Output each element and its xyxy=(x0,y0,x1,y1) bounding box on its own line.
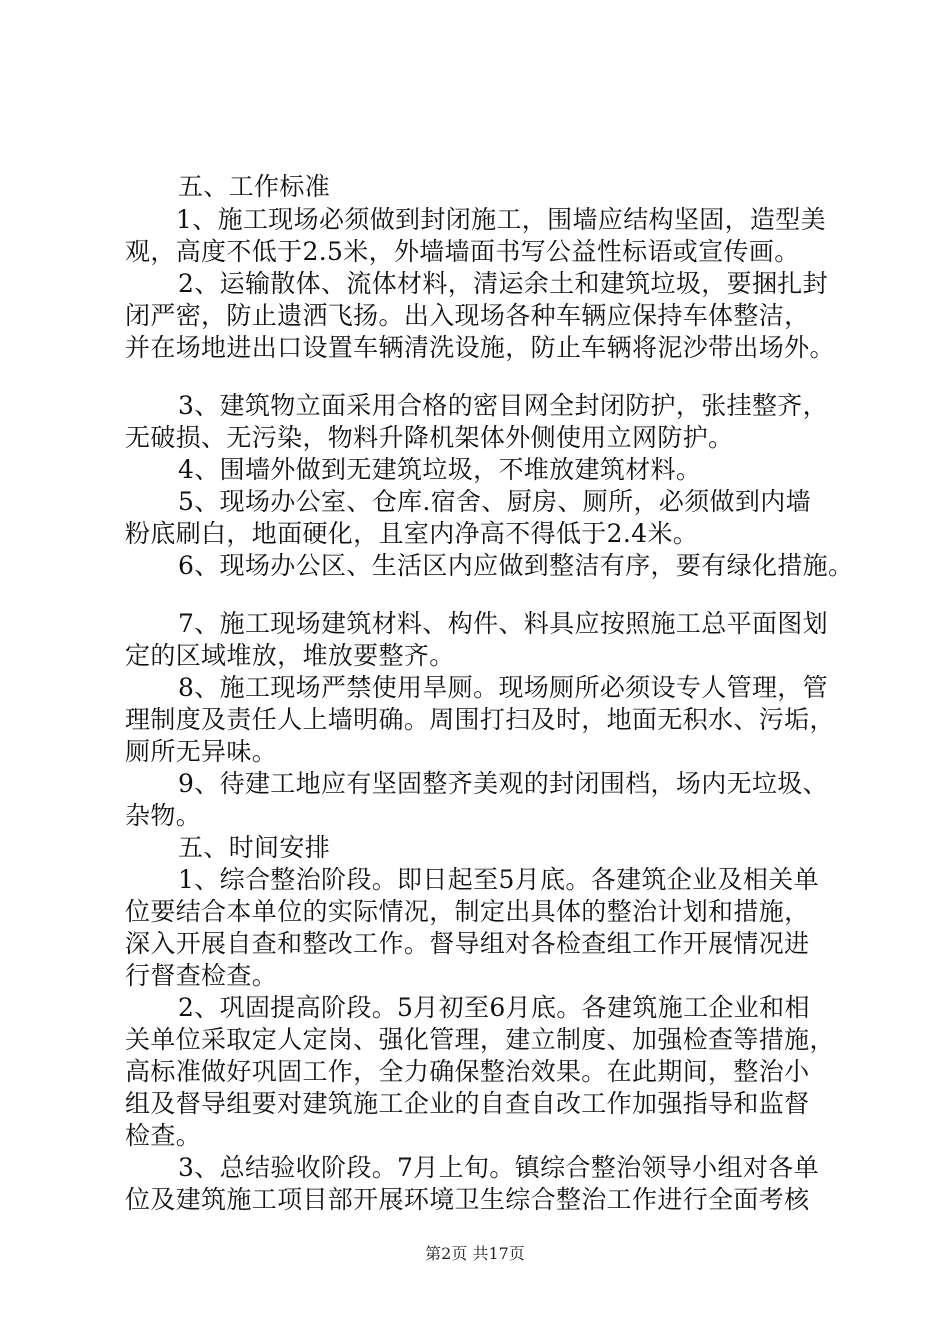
paragraph-line: 4、围墙外做到无建筑垃圾，不堆放建筑材料。 xyxy=(178,455,702,484)
heading-work-standards: 五、工作标准 xyxy=(178,172,331,201)
paragraph-line: 1、综合整治阶段。即日起至5月底。各建筑企业及相关单 xyxy=(178,865,819,894)
paragraph-line: 闭严密，防止遗洒飞扬。出入现场各种车辆应保持车体整洁， xyxy=(125,301,810,330)
paragraph-line: 8、施工现场严禁使用旱厕。现场厕所必须设专人管理，管 xyxy=(178,673,829,702)
paragraph-line: 3、总结验收阶段。7月上旬。镇综合整治领导小组对各单 xyxy=(178,1153,819,1182)
paragraph-line: 1、施工现场必须做到封闭施工，围墙应结构坚固，造型美 xyxy=(176,205,827,234)
paragraph-line: 9、待建工地应有坚固整齐美观的封闭围档，场内无垃圾、 xyxy=(178,769,829,798)
paragraph-line: 7、施工现场建筑材料、构件、料具应按照施工总平面图划 xyxy=(178,609,829,638)
paragraph-line: 无破损、无污染，物料升降机架体外侧使用立网防护。 xyxy=(125,423,734,452)
paragraph-line: 深入开展自查和整改工作。督导组对各检查组工作开展情况进 xyxy=(125,929,810,958)
paragraph-line: 行督查检查。 xyxy=(125,961,278,990)
paragraph-line: 定的区域堆放，堆放要整齐。 xyxy=(125,641,455,670)
heading-time-schedule: 五、时间安排 xyxy=(178,833,331,862)
paragraph-line: 理制度及责任人上墙明确。周围打扫及时，地面无积水、污垢， xyxy=(125,705,835,734)
paragraph-line: 位要结合本单位的实际情况，制定出具体的整治计划和措施， xyxy=(125,897,810,926)
paragraph-line: 3、建筑物立面采用合格的密目网全封闭防护，张挂整齐， xyxy=(178,391,829,420)
paragraph-line: 厕所无异味。 xyxy=(125,737,278,766)
paragraph-line: 位及建筑施工项目部开展环境卫生综合整治工作进行全面考核 xyxy=(125,1185,810,1214)
paragraph-line: 杂物。 xyxy=(125,801,202,830)
paragraph-line: 2、巩固提高阶段。5月初至6月底。各建筑施工企业和相 xyxy=(178,993,810,1022)
paragraph-line: 观，高度不低于2.5米，外墙墙面书写公益性标语或宣传画。 xyxy=(125,237,800,266)
paragraph-line: 并在场地进出口设置车辆清洗设施，防止车辆将泥沙带出场外。 xyxy=(125,333,835,362)
page-number-footer: 第2页 共17页 xyxy=(425,1244,525,1263)
paragraph-line: 高标准做好巩固工作，全力确保整治效果。在此期间，整治小 xyxy=(125,1057,810,1086)
paragraph-line: 关单位采取定人定岗、强化管理，建立制度、加强检查等措施， xyxy=(125,1025,835,1054)
paragraph-line: 5、现场办公室、仓库.宿舍、厨房、厕所，必须做到内墙 xyxy=(178,487,811,516)
paragraph-line: 检查。 xyxy=(125,1121,202,1150)
paragraph-line: 2、运输散体、流体材料，清运余土和建筑垃圾，要捆扎封 xyxy=(178,269,829,298)
paragraph-line: 6、现场办公区、生活区内应做到整洁有序，要有绿化措施。 xyxy=(178,551,854,580)
paragraph-line: 组及督导组要对建筑施工企业的自查自改工作加强指导和监督 xyxy=(125,1089,810,1118)
paragraph-line: 粉底刷白，地面硬化，且室内净高不得低于2.4米。 xyxy=(125,519,699,548)
